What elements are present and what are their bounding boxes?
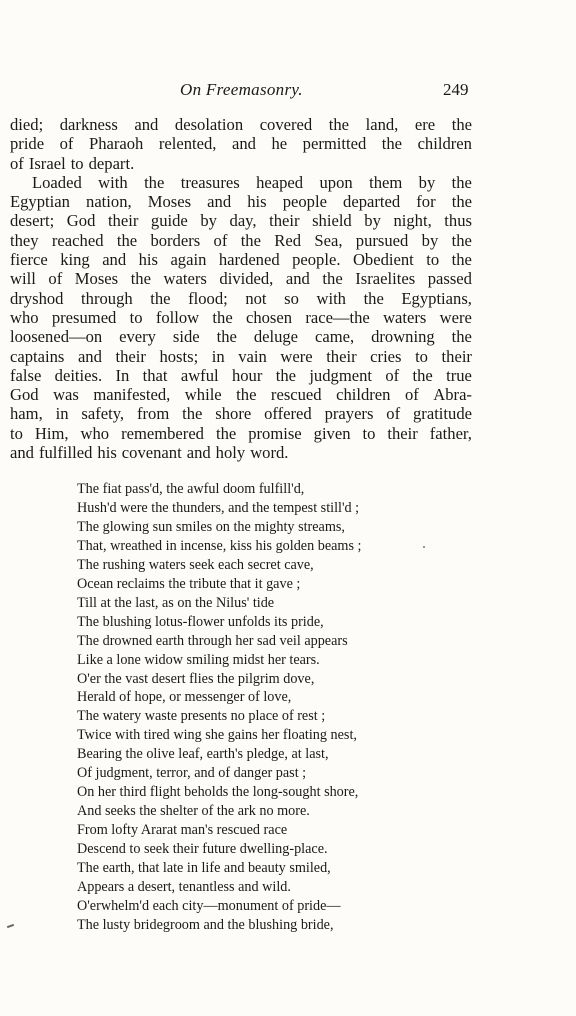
prose-word: waters	[163, 269, 207, 289]
prose-word: Him,	[34, 423, 69, 443]
verse-line: The lusty bridegroom and the blushing bride,	[77, 916, 334, 933]
prose-word: rescued	[270, 385, 322, 405]
prose-word: upon	[319, 172, 353, 192]
prose-word: judgment	[309, 365, 372, 385]
prose-word: he	[271, 134, 288, 154]
prose-word: their	[269, 211, 300, 231]
prose-word: vain	[238, 346, 267, 366]
prose-word: divided,	[219, 269, 274, 289]
prose-word: father,	[429, 423, 472, 443]
prose-line	[10, 404, 472, 423]
prose-word: of	[48, 269, 63, 289]
prose-line	[10, 327, 472, 346]
prose-word: land,	[365, 115, 399, 134]
prose-line	[10, 211, 472, 230]
prose-line	[10, 385, 472, 404]
verse-line: The drowned earth through her sad veil appears	[77, 632, 348, 649]
prose-word: word.	[250, 443, 289, 463]
prose-line	[10, 308, 472, 327]
prose-word: Israelites	[355, 269, 416, 289]
prose-word: their	[115, 346, 146, 366]
prose-word: deluge	[253, 327, 299, 347]
prose-word: who	[10, 307, 39, 327]
prose-word: for	[416, 192, 436, 212]
prose-word: the	[130, 269, 151, 289]
prose-word: were	[439, 307, 472, 327]
prose-word: every	[119, 327, 156, 347]
prose-word: loosened—on	[10, 327, 103, 347]
prose-word: thus	[444, 211, 472, 231]
prose-word: to	[70, 153, 84, 173]
prose-word: ham,	[10, 404, 43, 424]
prose-word: Moses	[74, 269, 119, 289]
prose-word: permitted	[302, 134, 367, 154]
prose-word: the	[182, 404, 203, 424]
verse-line: Descend to seek their future dwelling-place.	[77, 841, 328, 858]
prose-word: and	[77, 346, 102, 366]
prose-word: remembered	[121, 423, 204, 443]
prose-word: of	[385, 365, 400, 385]
prose-word: while	[184, 385, 222, 405]
prose-word: presumed	[51, 307, 117, 327]
prose-word: shore	[215, 404, 252, 424]
prose-word: people.	[292, 250, 341, 270]
prose-word: of	[386, 404, 401, 424]
prose-word: the	[116, 230, 138, 250]
verse-line: The watery waste presents no place of rest ;	[77, 708, 326, 725]
prose-word: treasures	[180, 172, 240, 192]
page-header	[0, 80, 576, 104]
prose-word: the	[328, 115, 350, 134]
prose-word: to	[10, 423, 23, 443]
prose-word: chosen	[245, 307, 293, 327]
verse-line: The earth, that late in life and beauty smiled,	[77, 860, 331, 877]
prose-word: In	[115, 365, 130, 385]
prose-word: depart.	[88, 153, 135, 173]
prose-word: and	[102, 250, 127, 270]
prose-word: desert;	[10, 211, 55, 231]
prose-word: reached	[51, 230, 104, 250]
prose-word: hour	[231, 365, 263, 385]
prose-word: Moses	[147, 192, 192, 212]
prose-word: the	[363, 288, 384, 308]
prose-line	[10, 173, 472, 192]
prose-word: desolation	[174, 115, 244, 134]
prose-word: pursued	[355, 230, 409, 250]
prose-line	[10, 289, 472, 308]
prose-word: waters	[383, 307, 427, 327]
prose-word: follow	[155, 307, 200, 327]
prose-word: died;	[10, 115, 44, 134]
prose-word: guide	[150, 211, 188, 231]
page-number: 249	[443, 80, 469, 99]
verse-line: Till at the last, as on the Nilus' tide	[77, 594, 275, 611]
prose-word: of	[10, 153, 24, 173]
prose-word: Abra-	[433, 385, 472, 405]
verse-line: The fiat pass'd, the awful doom fulfill'd,	[77, 481, 305, 497]
prose-word: their	[387, 423, 418, 443]
prose-line	[10, 269, 472, 288]
prose-line	[10, 347, 472, 366]
prose-word: the	[275, 365, 296, 385]
prose-word: of	[213, 230, 228, 250]
prose-word: Pharaoh	[88, 134, 144, 154]
prose-word: children	[417, 134, 472, 154]
prose-word: they	[10, 230, 39, 250]
prose-word: and	[134, 115, 159, 134]
verse-line: Herald of hope, or messenger of love,	[77, 689, 292, 706]
prose-word: Egyptian	[10, 192, 70, 212]
prose-word: the	[144, 172, 165, 192]
prose-word: his	[247, 192, 267, 212]
prose-word: day,	[229, 211, 257, 231]
prose-word: his	[138, 250, 158, 270]
prose-word: Israel	[28, 153, 66, 173]
prose-word: his	[97, 443, 117, 463]
prose-word: Obedient	[352, 250, 414, 270]
prose-line	[10, 443, 472, 462]
prose-paragraphs	[10, 115, 472, 462]
prose-word: God	[66, 211, 96, 231]
prose-line	[10, 250, 472, 269]
prose-word: their	[326, 346, 357, 366]
prose-word: and	[231, 134, 256, 154]
verse-line: That, wreathed in incense, kiss his golden beams ;	[77, 537, 362, 554]
prose-word: were	[280, 346, 313, 366]
verse-block	[77, 480, 361, 935]
verse-line: Like a lone widow smiling midst her tears.	[77, 651, 320, 668]
prose-word: by	[421, 230, 439, 250]
prose-word: captains	[10, 346, 65, 366]
verse-line: Bearing the olive leaf, earth's pledge, at last,	[77, 746, 329, 763]
prose-word: hardened	[218, 250, 280, 270]
prose-word: cries	[370, 346, 402, 366]
prose-word: Egyptians,	[401, 288, 472, 308]
prose-word: passed	[427, 269, 472, 289]
prose-line	[10, 134, 472, 153]
prose-line	[10, 115, 472, 134]
prose-word: gratitude	[413, 404, 472, 424]
prose-word: by	[418, 172, 436, 192]
prose-word: them	[369, 172, 403, 192]
prose-word: pride	[10, 134, 45, 154]
prose-word: awful	[180, 365, 219, 385]
prose-word: so	[284, 288, 299, 308]
prose-word: hosts;	[159, 346, 199, 366]
verse-line: Twice with tired wing she gains her floating nest,	[77, 727, 357, 744]
prose-word: by	[364, 211, 381, 231]
prose-word: flood;	[188, 288, 228, 308]
prose-word: people	[282, 192, 327, 212]
prose-word: God	[10, 385, 39, 405]
prose-word: Red	[274, 230, 302, 250]
prose-word: the	[212, 307, 233, 327]
prose-word: covered	[259, 115, 313, 134]
prose-word: to	[129, 307, 143, 327]
prose-word: the	[451, 250, 472, 270]
verse-line: The rushing waters seek each secret cave,	[77, 556, 314, 573]
prose-word: night,	[393, 211, 432, 231]
prose-word: with	[98, 172, 128, 192]
stray-ink-dot	[423, 546, 425, 548]
prose-word: fierce	[10, 250, 48, 270]
prose-word: holy	[215, 443, 246, 463]
prose-word: that	[142, 365, 168, 385]
verse-line: O'erwhelm'd each city—monument of pride—	[77, 897, 341, 914]
prose-word: departed	[343, 192, 401, 212]
prose-word: of	[404, 385, 419, 405]
prose-word: the	[322, 269, 343, 289]
prose-word: the	[451, 192, 472, 212]
prose-word: and	[285, 269, 310, 289]
prose-word: the	[215, 423, 237, 443]
verse-line: From lofty Ararat man's rescued race	[77, 822, 288, 839]
prose-line	[10, 231, 472, 250]
prose-word: the	[451, 115, 472, 134]
prose-word: and	[186, 443, 211, 463]
prose-word: borders	[150, 230, 201, 250]
prose-word: will	[10, 269, 36, 289]
prose-word: from	[136, 404, 170, 424]
prose-word: of	[59, 134, 74, 154]
prose-word: again	[170, 250, 207, 270]
prose-word: in	[211, 346, 225, 366]
prose-word: side	[172, 327, 200, 347]
prose-word: came,	[314, 327, 355, 347]
prose-word: the	[412, 365, 433, 385]
prose-line	[10, 154, 472, 173]
prose-word: race—the	[305, 307, 370, 327]
verse-line: Hush'd were the thunders, and the tempest still'd ;	[77, 499, 360, 516]
prose-word: to	[426, 250, 440, 270]
prose-word: the	[236, 385, 257, 405]
prose-word: the	[451, 230, 472, 250]
verse-line: O'er the vast desert flies the pilgrim dove,	[77, 670, 315, 687]
prose-word: king	[60, 250, 90, 270]
prose-word: not	[245, 288, 267, 308]
prose-word: the	[381, 134, 403, 154]
prose-word: fulfilled	[38, 443, 93, 463]
prose-word: prayers	[324, 404, 374, 424]
prose-word: and	[10, 443, 34, 463]
prose-word: their	[441, 346, 472, 366]
prose-word: covenant	[121, 443, 182, 463]
prose-word: by	[200, 211, 217, 231]
verse-line: On her third flight beholds the long-sought shore,	[77, 784, 359, 801]
verse-line: Of judgment, terror, and of danger past ;	[77, 765, 307, 782]
prose-word: manifested,	[93, 385, 171, 405]
prose-word: was	[53, 385, 79, 405]
stray-ink-mark	[7, 924, 14, 928]
verse-line: The glowing sun smiles on the mighty streams,	[77, 518, 345, 535]
prose-word: their	[107, 211, 139, 231]
prose-word: dryshod	[10, 288, 64, 308]
prose-word: the	[150, 288, 171, 308]
prose-word: nation,	[86, 192, 132, 212]
verse-line: Appears a desert, tenantless and wild.	[77, 879, 291, 896]
prose-word: and	[207, 192, 232, 212]
prose-word: the	[451, 327, 472, 347]
prose-word: darkness	[59, 115, 118, 134]
prose-word: Sea,	[314, 230, 343, 250]
prose-word: shield	[312, 211, 352, 231]
running-title: On Freemasonry.	[180, 80, 303, 99]
prose-word: to	[362, 423, 376, 443]
prose-word: who	[80, 423, 110, 443]
prose-word: heaped	[256, 172, 304, 192]
prose-word: the	[240, 230, 261, 250]
verse-line: The blushing lotus-flower unfolds its pride,	[77, 613, 324, 630]
prose-line	[10, 192, 472, 211]
prose-word: drowning	[371, 327, 435, 347]
prose-word: deities.	[54, 365, 103, 385]
prose-word: with	[316, 288, 346, 308]
prose-word: in	[55, 404, 69, 424]
prose-word: to	[415, 346, 428, 366]
prose-word: true	[446, 365, 472, 385]
prose-word: Loaded	[32, 172, 82, 192]
prose-word: promise	[248, 423, 302, 443]
prose-word: through	[81, 288, 133, 308]
prose-line	[10, 366, 472, 385]
prose-word: relented,	[158, 134, 217, 154]
verse-line: Ocean reclaims the tribute that it gave ;	[77, 575, 301, 592]
verse-line: And seeks the shelter of the ark no more.	[77, 803, 310, 820]
prose-word: ere	[414, 115, 436, 134]
prose-word: the	[216, 327, 237, 347]
prose-word: children	[336, 385, 391, 405]
prose-word: offered	[264, 404, 312, 424]
prose-word: given	[313, 423, 351, 443]
prose-word: false	[10, 365, 42, 385]
prose-word: safety,	[81, 404, 125, 424]
prose-word: the	[451, 172, 472, 192]
prose-line	[10, 424, 472, 443]
